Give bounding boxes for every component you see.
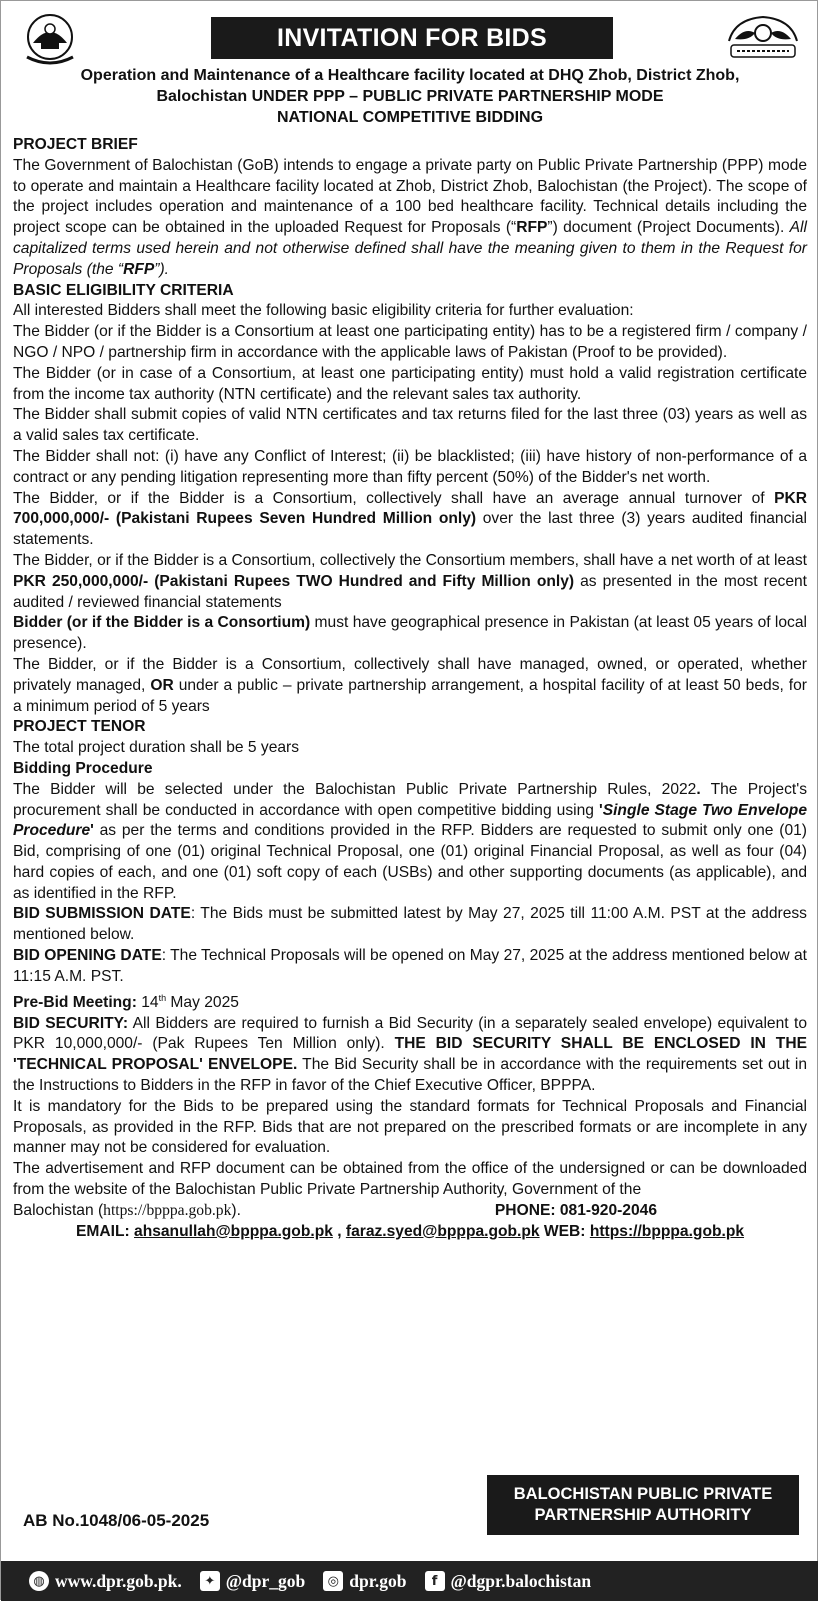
bpppa-logo-icon xyxy=(725,13,801,63)
footer-website[interactable]: ◍ www.dpr.gob.pk. xyxy=(29,1571,182,1592)
eligibility-item: The Bidder (or in case of a Consortium, at least one participating entity) must hold a valid registration certificate from the income tax authority (NTN certificate) and the relevant sales tax authority. xyxy=(13,364,807,403)
bid-security: BID SECURITY: All Bidders are required to furnish a Bid Security (in a separately sealed envelope) equivalent to PKR 10,000,000/- (Pak Rupees Ten Million only). THE BID SECURITY SHALL BE ENCLOSED IN THE 'TECHNICAL PROPOSAL' ENVELOPE. The Bid Security shall be in accordance with the requirements set out in the Instructions to Bidders in the RFP in favor of the Chief Executive Officer, BPPPA. xyxy=(13,1014,808,1095)
authority-signature-box xyxy=(487,1475,799,1535)
eligibility-item-experience: The Bidder, or if the Bidder is a Consortium, collectively shall have managed, owned, or operated, whether privately managed, OR under a public – private partnership arrangement, a hospital facility of at least 50 beds, for a minimum period of 5 years xyxy=(13,655,807,715)
email-row: EMAIL: ahsanullah@bpppa.gob.pk , faraz.syed@bpppa.gob.pk WEB: https://bpppa.gob.pk xyxy=(75,1222,745,1240)
email-link[interactable]: faraz.syed@bpppa.gob.pk xyxy=(345,1222,540,1240)
facebook-icon: f xyxy=(425,1571,445,1591)
eligibility-intro: All interested Bidders shall meet the following basic eligibility criteria for further evaluation: xyxy=(13,302,634,320)
eligibility-item: The Bidder shall submit copies of valid NTN certificates and tax returns filed for the last three (03) years as well as a valid sales tax certificate. xyxy=(13,406,807,445)
ab-number: AB No.1048/06-05-2025 xyxy=(23,1511,210,1530)
government-logo-icon xyxy=(19,13,81,65)
bid-submission-date: BID SUBMISSION DATE: The Bids must be submitted latest by May 27, 2025 till 11:00 A.M. PST at the address mentioned below. xyxy=(13,905,807,944)
bidding-heading: Bidding Procedure xyxy=(13,759,153,777)
eligibility-item-turnover: The Bidder, or if the Bidder is a Consortium, collectively shall have an average annual turnover of PKR 700,000,000/- (Pakistani Rupees Seven Hundred Million only) over the last three (3) years audited financial statements. xyxy=(13,489,807,549)
project-brief-text: The Government of Balochistan (GoB) intends to engage a private party on Public Private Partnership (PPP) mode to operate and maintain a Healthcare facility located at Zhob, District Zhob, Balochistan (the Project). The scope of the project includes operation and maintenance of a 100 bed healthcare facility. Technical details including the project scope can be obtained in the uploaded Request for Proposals (“RFP”) document (Project Documents). All capitalized terms used herein and not otherwise defined shall have the meaning given to them in the Request for Proposals (the “RFP”). xyxy=(13,156,807,278)
contact-row xyxy=(13,1201,807,1222)
phone-number: PHONE: 081-920-2046 xyxy=(494,1201,657,1219)
instagram-icon: ◎ xyxy=(323,1571,343,1591)
bidding-text: The Bidder will be selected under the Balochistan Public Private Partnership Rules, 2022. The Project's procurement shall be conducted in accordance with open competitive bidding using 'Single Stage Two Envelope Procedure' as per the terms and conditions provided in the RFP. Bidders are requested to submit only one (01) Bid, comprising of one (01) original Technical Proposal, one (01) original Financial Proposal, as well as four (04) hard copies of each, and one (01) soft copy of each (USBs) and other supporting documents (as applicable), and as identified in the RFP. xyxy=(13,780,808,902)
eligibility-item: The Bidder (or if the Bidder is a Consortium at least one participating entity) has to be a registered firm / company / NGO / NPO / partnership firm in accordance with the applicable laws of Pakistan (Proof to be provided). xyxy=(13,323,807,361)
footer-facebook[interactable]: f @dgpr.balochistan xyxy=(425,1571,592,1592)
eligibility-item: The Bidder shall not: (i) have any Conflict of Interest; (ii) be blacklisted; (iii) have history of non-performance of a contract or any pending litigation representing more than fifty percent (50%) of the Bidder's net worth. xyxy=(13,447,807,486)
project-brief-heading: PROJECT BRIEF xyxy=(13,136,138,153)
website-reference: Balochistan (https://bpppa.gob.pk). xyxy=(13,1201,241,1219)
tenor-text: The total project duration shall be 5 years xyxy=(13,739,300,757)
eligibility-heading: BASIC ELIGIBILITY CRITERIA xyxy=(13,281,234,299)
authority-name-line-1: BALOCHISTAN PUBLIC PRIVATE xyxy=(513,1485,773,1503)
footer-instagram[interactable]: ◎ dpr.gob xyxy=(323,1571,406,1592)
subtitle-line-2: Balochistan UNDER PPP – PUBLIC PRIVATE PARTNERSHIP MODE xyxy=(156,88,664,105)
website-link[interactable]: https://bpppa.gob.pk xyxy=(103,1201,232,1219)
advertisement-availability-text: The advertisement and RFP document can be obtained from the office of the undersigned or can be downloaded from the website of the Balochistan Public Private Partnership Authority, Government of the xyxy=(13,1160,807,1199)
authority-name-line-2: PARTNERSHIP AUTHORITY xyxy=(534,1506,752,1524)
email-link[interactable]: ahsanullah@bpppa.gob.pk xyxy=(134,1222,333,1240)
bid-opening-date: BID OPENING DATE: The Technical Proposals will be opened on May 27, 2025 at the address mentioned below at 11:15 A.M. PST. xyxy=(13,947,807,985)
pre-bid-meeting: Pre-Bid Meeting: 14th May 2025 xyxy=(13,992,239,1011)
tenor-heading: PROJECT TENOR xyxy=(13,718,146,736)
web-link[interactable]: https://bpppa.gob.pk xyxy=(589,1222,745,1240)
footer-bar xyxy=(1,1561,818,1601)
globe-icon: ◍ xyxy=(29,1571,49,1591)
eligibility-item-networth: The Bidder, or if the Bidder is a Consortium, collectively the Consortium members, shall have a net worth of at least PKR 250,000,000/- (Pakistani Rupees TWO Hundred and Fifty Million only) as presented in the most recent audited / reviewed financial statements xyxy=(13,551,807,611)
subtitle-line-1: Operation and Maintenance of a Healthcare facility located at DHQ Zhob, District Zhob, xyxy=(80,67,740,84)
page-title: INVITATION FOR BIDS xyxy=(211,17,613,59)
mandatory-formats-text: It is mandatory for the Bids to be prepared using the standard formats for Technical Proposals and Financial Proposals, as provided in the RFP. Bids that are not prepared on the prescribed formats or are incomplete in any manner may not be considered for evaluation. xyxy=(13,1097,807,1157)
advertisement-body xyxy=(13,135,807,1242)
twitter-icon: ✦ xyxy=(200,1571,220,1591)
eligibility-item-presence: Bidder (or if the Bidder is a Consortium) must have geographical presence in Pakistan (at least 05 years of local presence). xyxy=(13,614,807,653)
footer-twitter[interactable]: ✦ @dpr_gob xyxy=(200,1571,306,1592)
subtitle-line-3: NATIONAL COMPETITIVE BIDDING xyxy=(276,109,544,126)
project-subtitle xyxy=(21,65,799,128)
